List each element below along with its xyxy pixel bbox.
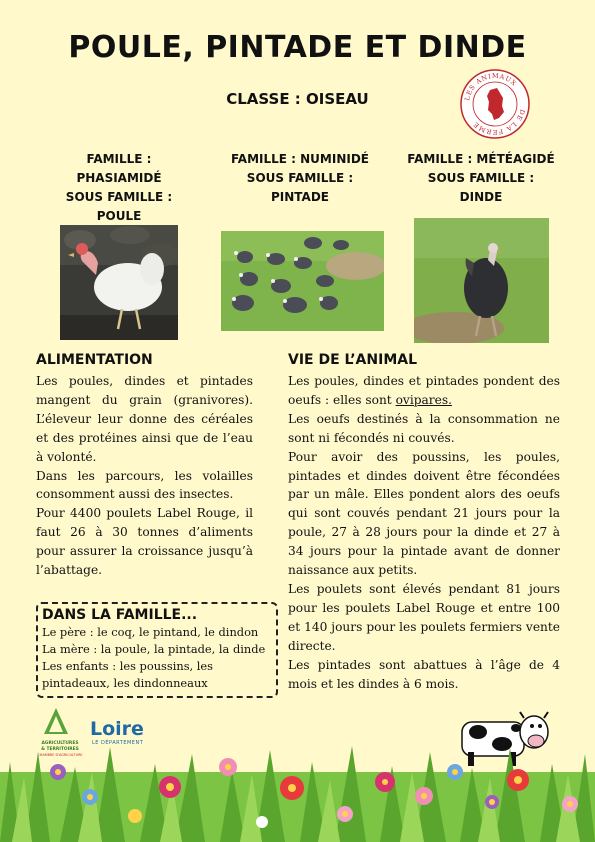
family-line: DINDE bbox=[459, 190, 503, 204]
alimentation-text bbox=[36, 372, 253, 580]
alimentation-heading: ALIMENTATION bbox=[36, 352, 153, 368]
family-line: POULE bbox=[96, 209, 142, 223]
family-members-line: Le père : le coq, le pintand, le dindon bbox=[42, 625, 259, 639]
family-line: PINTADE bbox=[270, 190, 329, 204]
family-line: FAMILLE : MÉTÉAGIDÉ bbox=[407, 152, 555, 166]
paragraph: Pour avoir des poussins, les poules, pintades et dindes doivent être fécondées par un mâle. Elles pondent alors des oeufs qui sont couvés pendant 21 jours pour la poule, 27 à 28 jours pour la dinde et 27 à 34 jours pour la pintade avant de donner naissance aux petits. bbox=[288, 449, 560, 578]
loire-logo-word: Loire bbox=[90, 718, 144, 740]
paragraph: Les pintades sont abattues à l’âge de 4 mois et les dindes à 6 mois. bbox=[288, 657, 560, 691]
paragraph: Dans les parcours, les volailles consomment aussi des insectes. bbox=[36, 468, 253, 502]
page-title: POULE, PINTADE ET DINDE bbox=[68, 30, 527, 65]
paragraph-start: Les poules, dindes et pintades pondent des oeufs : elles sont bbox=[288, 374, 560, 407]
paragraph: Pour 4400 poulets Label Rouge, il faut 26 à 30 tonnes d’aliments pour assurer la croissance jusqu’à l’abattage. bbox=[36, 506, 253, 578]
family-line: SOUS FAMILLE : bbox=[246, 171, 354, 185]
loire-logo-subtitle: LE DÉPARTEMENT bbox=[92, 740, 144, 746]
farm-animals-stamp-logo bbox=[459, 68, 531, 140]
family-line: SOUS FAMILLE : bbox=[65, 190, 173, 204]
paragraph: Les poules, dindes et pintades mangent du grain (granivores). L’éleveur leur donne des céréales et des protéines ainsi que de l’eau à volonté. bbox=[36, 374, 253, 464]
family-line: FAMILLE : bbox=[86, 152, 152, 166]
flower-meadow-illustration bbox=[0, 742, 595, 842]
svg-text:LES ANIMAUX: LES ANIMAUX bbox=[463, 71, 519, 102]
family-line: PHASIAMIDÉ bbox=[76, 171, 162, 185]
paragraph: Les oeufs destinés à la consommation ne sont ni fécondés ni couvés. bbox=[288, 411, 560, 445]
family-pintade bbox=[215, 150, 385, 207]
family-line: FAMILLE : NUMINIDÉ bbox=[230, 152, 370, 166]
family-members-title: DANS LA FAMILLE... bbox=[42, 607, 198, 623]
guinea-fowl-photo bbox=[221, 231, 384, 331]
vie-heading: VIE DE L’ANIMAL bbox=[288, 352, 418, 368]
family-members-box bbox=[36, 602, 278, 698]
logo-text: CHAMBRE D'AGRICULTURE bbox=[37, 753, 83, 757]
family-members-line: pintadeaux, les dindonneaux bbox=[42, 676, 208, 690]
svg-text:DE LA FERME: DE LA FERME bbox=[471, 108, 527, 137]
vie-text bbox=[288, 372, 560, 693]
turkey-photo bbox=[414, 218, 549, 343]
paragraph bbox=[288, 372, 560, 410]
paragraph: Les poulets sont élevés pendant 81 jours pour les poulets Label Rouge et entre 100 et 140 jours pour les poulets fermiers vente directe. bbox=[288, 581, 560, 653]
logo-text: AGRICULTURES bbox=[41, 741, 79, 746]
family-members-line: La mère : la poule, la pintade, la dinde bbox=[42, 642, 266, 656]
family-line: SOUS FAMILLE : bbox=[427, 171, 535, 185]
logo-text: & TERRITOIRES bbox=[41, 747, 79, 752]
ovipares-term: ovipares. bbox=[395, 392, 452, 407]
family-dinde bbox=[392, 150, 570, 207]
hen-photo bbox=[60, 225, 178, 340]
family-members-line: Les enfants : les poussins, les bbox=[42, 659, 214, 673]
page-subtitle: CLASSE : OISEAU bbox=[226, 90, 369, 108]
family-poule bbox=[52, 150, 186, 226]
